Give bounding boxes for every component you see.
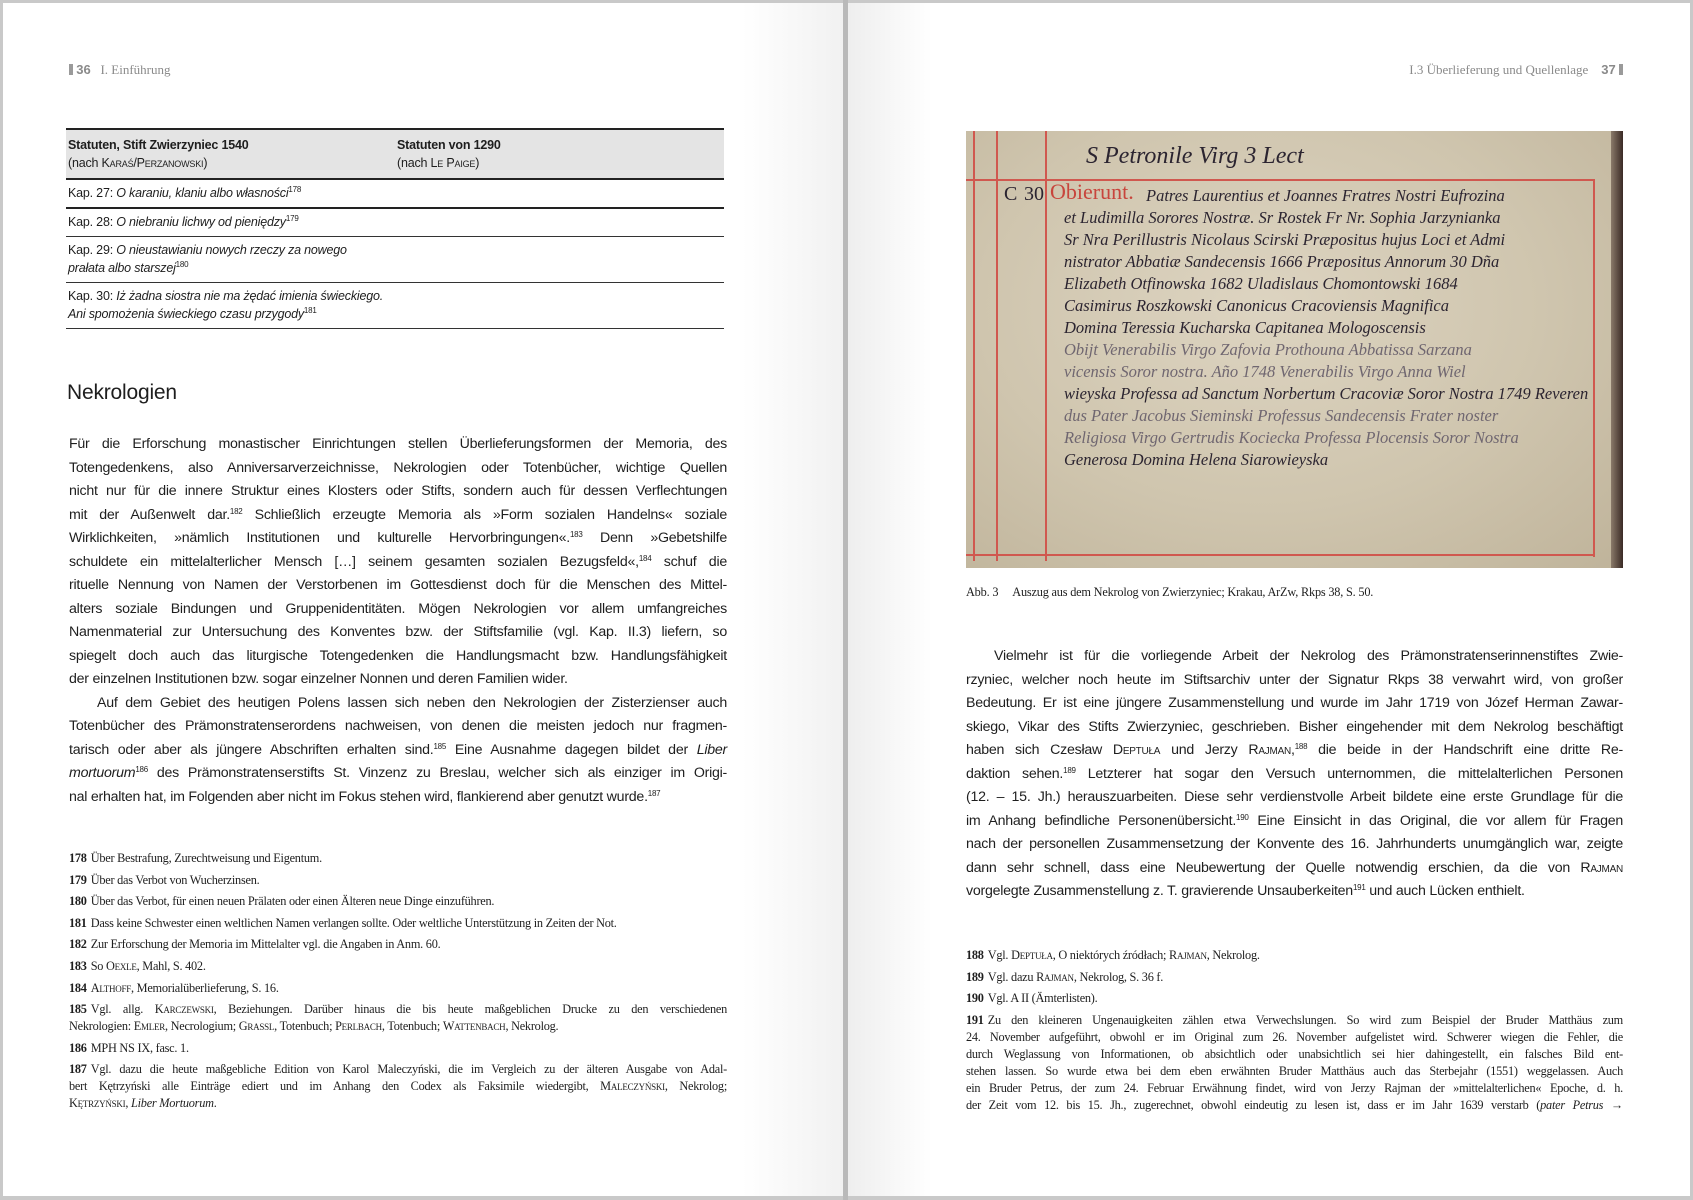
footnote-number: 181 [69,915,87,930]
table-header-row [66,129,724,179]
manuscript-figure [966,131,1623,568]
column-header-1290 [395,129,724,179]
author-name: Maleczyński [600,1079,665,1094]
text-line: mortuorum$^{186}$ des Prämonstratenserstifts St. Vinzenz zu Breslau, welcher sich als einziger im Origi- [69,765,727,781]
text-line: mit der Außenwelt dar.$^{182}$ Schließlich erzeugte Memoria als »Form sozialen Handelns« soziale [69,506,727,523]
footnote-reference[interactable]: 178 [288,185,302,194]
right-footnotes [966,947,1623,1118]
text-line: rzyniec, welcher noch heute im Stiftsarchiv unter der Signatur Rkps 38 verwahrt wird, von großer [966,671,1623,688]
text-line: 186 MPH NS IX, fasc. 1. [69,1040,189,1055]
running-head-right [1409,62,1623,78]
manuscript-line: vicensis Soror nostra. Año 1748 Venerabilis Virgo Anna Wiel [1064,362,1466,381]
text-line: nach der personellen Zusammensetzung der Konvente des 16. Jahrhunderts unumgänglich war, zeigte [966,836,1623,852]
footnote-reference[interactable]: 183 [569,530,583,539]
running-head-section: I.3 Überlieferung und Quellenlage [1409,62,1589,77]
statute-cell [66,179,395,208]
statute-cell [66,208,395,237]
footnote-reference[interactable]: 187 [647,788,661,798]
manuscript-line: Casimirus Roszkowski Canonicus Cracoviensis Magnifica [1064,296,1449,315]
footnote-number: 191 [966,1012,984,1027]
text-line: 182 Zur Erforschung der Memoria im Mittelalter vgl. die Angaben in Anm. 60. [69,937,441,952]
text-line: rituelle Nennung von Namen der Verstorbenen im Gottesdienst doch für die Menschen des Mittel- [69,577,727,593]
manuscript-letter: C [1004,183,1018,205]
chapter-title: O nieustawianiu nowych rzeczy za nowego [116,243,347,257]
empty-cell [395,283,724,329]
text-line: 181 Dass keine Schwester einen weltlichen Namen verlangen sollte. Oder weltliche Unterstützung in Zeiten der Not. [69,915,617,930]
text-line: Auf dem Gebiet des heutigen Polens lassen sich neben den Nekrologien der Zisterzienser auch [97,694,727,711]
footnote [69,1040,727,1057]
text-line: vorgelegte Zusammenstellung z. T. gravierende Unsauberkeiten$^{191}$ und auch Lücken enthielt. [966,883,1525,899]
text-line: 178 Über Bestrafung, Zurechtweisung und Eigentum. [69,851,322,865]
footnote-reference[interactable]: 188 [1294,742,1308,751]
text-line: dann sehr schnell, dass eine Neubewertung der Quelle notwendig erschien, da die von Rajman [966,859,1623,876]
manuscript-line: Domina Teressia Kucharska Capitanea Mologoscensis [1064,318,1426,337]
footnote [966,1012,1623,1114]
footnote [69,958,727,975]
footnote-number: 178 [69,851,87,865]
manuscript-line: Elizabeth Otfinowska 1682 Uladislaus Chomontowski 1684 [1064,274,1458,293]
text-line: Totenbücher des Prämonstratenserordens nachweisen, von denen die meisten jedoch nur fragmen- [69,718,727,734]
footnote [69,936,727,953]
footnote-number: 187 [69,1062,87,1077]
chapter-number: Kap. 27: [68,186,117,200]
footnote-number: 186 [69,1040,87,1055]
text-line: ein Bruder Petrus, der zum 24. Februar Erwähnung findet, wird von Jerzy Rajman der »mittelalterlichen« Epoche, d. h. [966,1080,1623,1095]
author-name: Deptuła [1011,948,1053,962]
footnote-number: 190 [966,991,984,1006]
footnote [69,872,727,889]
footnote [966,947,1623,964]
chapter-number: Kap. 29: [68,243,117,257]
text-line: haben sich Czesław Deptuła und Jerzy Rajman,$^{188}$ die beide in der Handschrift eine dritte Re- [966,742,1623,758]
column-source: Le Paige [430,156,476,170]
footnote-number: 189 [966,969,984,984]
italic-text: mortuorum [69,765,136,781]
red-ruling-line [1045,131,1047,561]
paragraph [69,433,727,692]
statutes-table [66,128,724,329]
page-marker-bar [69,64,73,75]
text-line: daktion sehen.$^{189}$ Letzterer hat sogar den Versuch unternommen, die mittelalterlichen Personen [966,765,1623,782]
author-name: Grassl [238,1019,275,1034]
footnote-reference[interactable]: 180 [175,260,189,269]
footnote-reference[interactable]: 181 [303,306,317,315]
chapter-title: O niebraniu lichwy od pieniędzy [116,215,286,229]
text-line: der Zeit vom 12. bis 15. Jh., zugerechnet, obwohl eindeutig zu lesen ist, dass er im Jahr 1639 verstarb (pater Petrus → [966,1097,1623,1112]
text-line: Bedeutung. Er ist eine jüngere Zusammenstellung und wurde im Jahr 1719 von Józef Herman Zawar- [966,695,1623,711]
chapter-title: O karaniu, klaniu albo własności [116,186,289,200]
text-line: der einzelnen Institutionen bzw. sogar einzelner Nonnen und deren Familien wider. [69,671,568,687]
chapter-title: Iż żadna siostra nie ma żędać imienia świeckiego. [116,289,383,303]
running-head-title: I. Einführung [100,62,171,77]
text-line: Kętrzyński, Liber Mortuorum. [69,1096,217,1111]
footnote-reference[interactable]: 185 [433,741,447,751]
column-header-1540 [66,129,395,179]
text-line: nicht nur für die innere Struktur eines Klosters oder Stifts, sondern auch für dessen Verflechtungen [69,483,727,499]
text-line: 188 Vgl. Deptuła, O niektórych źródłach; Rajman, Nekrolog. [966,948,1260,962]
footnote-reference[interactable]: 179 [285,214,299,223]
section-heading: Nekrologien [67,381,177,404]
footnote [966,990,1623,1007]
footnote-reference[interactable]: 182 [229,506,243,516]
chapter-title: Ani spomożenia świeckiego czasu przygody [68,307,304,321]
author-name: Kętrzyński [69,1096,126,1111]
text-line: 183 So Oexle, Mahl, S. 402. [69,958,206,973]
text-line: Totengedenkens, also Anniversarverzeichnisse, Nekrologien oder Totenbücher, wichtige Quellen [69,459,727,476]
page-marker-bar [1619,64,1623,75]
text-line: Vielmehr ist für die vorliegende Arbeit der Nekrolog des Prämonstratenserinnenstiftes Zwie- [994,648,1623,664]
author-name: Rajman [1169,948,1207,962]
author-name: Oexle [106,958,137,973]
table-row [66,283,724,329]
column-source-suffix: ) [475,156,480,170]
text-line: 180 Über das Verbot, für einen neuen Prälaten oder einen Älteren neue Dinge einzuführen. [69,894,495,909]
manuscript-line: nistrator Abbatiæ Sandecensis 1666 Præpositus Annorum 30 Dña [1064,252,1500,271]
italic-text: pater Petrus [1540,1097,1604,1112]
footnote-reference[interactable]: 184 [638,553,652,563]
empty-cell [395,179,724,208]
red-ruling-line [1593,179,1595,557]
author-name: Rajman [1036,969,1074,984]
red-ruling-line [996,131,998,561]
manuscript-title-line: S Petronile Virg 3 Lect [1086,143,1304,169]
paragraph [69,692,727,810]
italic-text: Liber Mortuorum [131,1096,214,1111]
empty-cell [395,208,724,237]
italic-text: Liber [696,741,728,758]
footnote-number: 179 [69,872,87,887]
page-edge-shadow [1611,131,1623,568]
column-source-prefix: (nach [68,156,102,170]
text-line: 191 Zu den kleineren Ungenauigkeiten zählen etwa Verwechslungen. So wird zum Beispiel der Bruder Matthäus zum [966,1012,1623,1027]
manuscript-line: Religiosa Virgo Gertrudis Kociecka Professa Plocensis Soror Nostra [1064,428,1519,447]
footnote [69,915,727,932]
text-line: Für die Erforschung monastischer Einrichtungen stellen Überlieferungsformen der Memoria, des [69,436,727,452]
footnote-reference[interactable]: 191 [1352,883,1366,892]
text-line: 179 Über das Verbot von Wucherzinsen. [69,872,260,887]
text-line: 185 Vgl. allg. Karczewski, Beziehungen. Darüber hinaus die bis heute maßgeblichen Drucke zu den verschiedenen [69,1002,727,1017]
paragraph [966,645,1623,904]
table-row [66,179,724,208]
footnote [69,1001,727,1035]
text-line: durch Weglassung von Informationen, ob absichtlich oder unabsichtlich sei hier dahingestellt, ein falsches Bild ent- [966,1046,1623,1061]
author-name: Emler [133,1019,165,1034]
text-line: alters soziale Bindungen und Gruppenidentitäten. Mögen Nekrologien vor allem umfangreiches [69,600,727,617]
text-line: bert Kętrzyński alle Einträge ediert und im Anhang den Codex als Faksimile wiedergibt, Maleczyński, Nekrolog; [69,1079,727,1094]
chapter-number: Kap. 30: [68,289,117,303]
column-title: Statuten von 1290 [397,138,501,152]
footnote [69,893,727,910]
figure-label: Abb. 3 [966,585,999,599]
manuscript-line: wieyska Professa ad Sanctum Norbertum Cracoviæ Soror Nostra 1749 Reveren [1064,384,1589,403]
footnote-number: 182 [69,937,87,952]
text-line: Wirklichkeiten, »nämlich Institutionen und kulturelle Hervorbringungen«.$^{183}$ Denn »Gebetshilfe [69,530,728,546]
author-name: Althoff [90,980,132,995]
empty-cell [395,237,724,283]
manuscript-line: Generosa Domina Helena Siarowieyska [1064,450,1329,469]
text-line: 184 Althoff, Memorialüberlieferung, S. 16. [69,980,279,995]
footnote-number: 180 [69,894,87,909]
left-body-text [69,433,727,809]
manuscript-line: Patres Laurentius et Joannes Fratres Nostri Eufrozina [1146,186,1505,205]
table-row [66,237,724,283]
page-number: 36 [76,62,91,77]
chapter-number: Kap. 28: [68,215,117,229]
running-head-left [69,62,171,78]
author-name: Rajman [1580,859,1623,876]
figure-caption-text: Auszug aus dem Nekrolog von Zwierzyniec; Krakau, ArZw, Rkps 38, S. 50. [1012,585,1374,599]
footnote-reference[interactable]: 190 [1236,812,1249,822]
footnote-reference[interactable]: 189 [1063,765,1076,775]
figure-caption [966,585,1373,600]
manuscript-line: dus Pater Jacobus Sieminski Professus Sandecensis Frater noster [1064,406,1499,425]
text-line: 189 Vgl. dazu Rajman, Nekrolog, S. 36 f. [966,969,1164,984]
text-line: nal erhalten hat, im Folgenden aber nicht im Fokus stehen wird, flankierend aber genutzt wurde.$^{187}$ [69,788,661,805]
chapter-title: prałata albo starszej [68,261,176,275]
manuscript-line: Obijt Venerabilis Virgo Zafovia Prothouna Abbatissa Sarzana [1064,340,1472,359]
footnote [69,980,727,997]
text-line: schuldete ein mittelalterlicher Mensch […] seinem gesamten sozialen Bezugsfeld«,$^{184}$ schuf die [69,553,727,570]
manuscript-line: et Ludimilla Sorores Nostræ. Sr Rostek Fr Nr. Sophia Jarzynianka [1064,208,1501,227]
manuscript-rubric: Obierunt. [1050,179,1134,204]
author-name: Perlbach [335,1019,382,1034]
text-line: tarisch oder aber als jüngere Abschriften erhalten sind.$^{185}$ Eine Ausnahme dagegen bildet der Liber [69,741,728,758]
footnote-number: 185 [69,1002,87,1017]
statute-cell [66,283,395,329]
text-line: (12. – 15. Jh.) herauszuarbeiten. Diese sehr verdienstvolle Arbeit bildete eine erste Grundlage für die [966,789,1623,805]
red-ruling-line [973,131,975,561]
text-line: 187 Vgl. dazu die heute maßgebliche Edition von Karol Maleczyński, die im Vergleich zu der älteren Ausgabe von Adal- [69,1062,727,1077]
footnote-number: 183 [69,958,87,973]
manuscript-day: 30 [1024,183,1044,205]
footnote [966,969,1623,986]
column-source: Karaś/Perzanowski [101,156,204,170]
text-line: stehen lassen. So wurde etwa bei dem eben erwähnten Bruder Matthäus auch das Sterbejahr (1551) weggelassen. Auch [966,1063,1623,1078]
table-row [66,208,724,237]
column-source-suffix: ) [203,156,208,170]
text-line: im Anhang befindliche Personenübersicht.$^{190}$ Eine Einsicht in das Original, die vor allem für Fragen [966,812,1623,829]
text-line: Nekrologien: Emler, Necrologium; Grassl, Totenbuch; Perlbach, Totenbuch; Wattenbach, Nekrolog. [69,1019,559,1034]
column-title: Statuten, Stift Zwierzyniec 1540 [68,138,249,152]
footnote [69,850,727,867]
footnote-reference[interactable]: 186 [135,765,148,774]
right-body-text [966,645,1623,904]
text-line: skiego, Vikar des Stifts Zwierzyniec, geschrieben. Bisher eingehender mit dem Nekrolog beschäftigt [966,718,1623,735]
page-number: 37 [1601,62,1616,77]
author-name: Wattenbach [442,1019,506,1034]
text-line: Namenmaterial zur Untersuchung des Konventes bzw. der Stiftsfamilie (vgl. Kap. II.3) liefern, so [69,624,727,640]
statute-cell [66,237,395,283]
column-source-prefix: (nach [397,156,431,170]
footnote-number: 184 [69,980,87,995]
author-name: Deptuła [1112,742,1161,758]
author-name: Rajman [1248,742,1291,758]
author-name: Karczewski [154,1002,214,1017]
text-line: spiegelt doch auch das liturgische Totengedenken die Handlungsmacht bzw. Handlungsfähigkeit [69,647,727,664]
text-line: 24. November aufgeführt, obwohl er im Original zum 26. November aufgelistet wird. Schwerer wiegen die Fehler, die [966,1029,1623,1044]
footnote-number: 188 [966,948,984,962]
manuscript-line: Sr Nra Perillustris Nicolaus Scirski Præpositus hujus Loci et Admi [1064,230,1506,249]
red-ruling-line [966,554,1595,556]
left-footnotes [69,850,727,1117]
footnote [69,1061,727,1112]
text-line: 190 Vgl. A II (Ämterlisten). [966,991,1098,1006]
